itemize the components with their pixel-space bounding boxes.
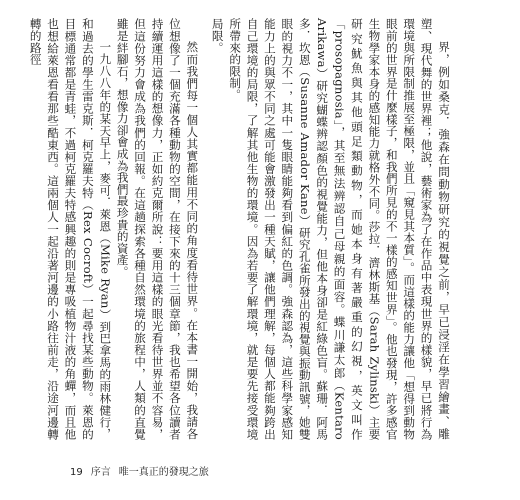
vertical-text-body [28, 18, 460, 440]
paragraph-1: 界，例如桑克．強森在問動物研究的視覺之前，早已浸淫在學習繪畫、雕塑、現代舞的世界裡；他說，藝術家為了在作品中表現世界的樣貌，早已將行為環境與所限制推展至極限，並且「窺見其本質」。而這樣的能力讓他「想得到動物眼前的世界是什麼樣子，和我們所見的不一樣的感知世界」。他也發現，許多感官生物學家本身的感知能力就格外不同。莎拉．濟林斯基（Sarah Zylinski）主要研究魷魚與其他頭足類動物，而她本身有著嚴重的幻視，英文叫作「prosopagnosia」，其至無法辨認自己母親的面容。蝶川謙太郎（Kentaro Arikawa）研究蝴蝶辨認顏色的視覺能力，但他本身卻是紅綠色盲。蘇珊．阿馬多．坎恩（Susanne Amador Kane）研究孔雀所發出的視覺與振動訊號，她雙眼的視力不一，其中一隻眼睛能夠看到偏紅的色調。強森認為，這些科學家感知能力上的與眾不同之處可能會激發出一種天賦，讓他們理解，每個人都能夠跨出自己環境的局限，了解其他生物的環境。因為若要了解環境，就是要先接受環境所帶來的限制。 [228, 18, 451, 440]
page-footer [70, 463, 209, 478]
paragraph-2: 局限。 [210, 18, 225, 54]
running-title: 唯一真正的發現之旅 [118, 467, 209, 478]
chapter-label: 序言 [90, 467, 111, 478]
page-number: 19 [70, 467, 83, 478]
paragraph-3: 然而我們每一個人其實都能用不同的角度看待世界。在本書一開始，我請各位想像了一個充滿各種動物的空間，在接下來的十三個章節，我也希望各位讀者持續運用這樣的想像力，正如約克爾所說：要用這樣的眼光看待世界並不容易，但這份努力會成為我們的回報。在這趟探索各種自然環境的旅程中，人類的直覺雖是絆腳石，想像力卻會成為我們最珍貴的資產。 [115, 18, 200, 440]
paragraph-4: 一九八八年的某天早上，麥可．萊恩（Mike Ryan）到巴拿馬的雨林健行，和過去的學生雷克斯．柯克羅夫特（Rex Cocroft）一起尋找某些動物。萊恩的目標通常都是青蛙，不過柯克羅夫特感興趣的則是專吸植物汁液的角蟬，而且他也想給萊恩看看那些酷東西。這兩個人一起沿著河邊的小路往前走，沿途河邊轉轉的路徑 [28, 18, 113, 440]
